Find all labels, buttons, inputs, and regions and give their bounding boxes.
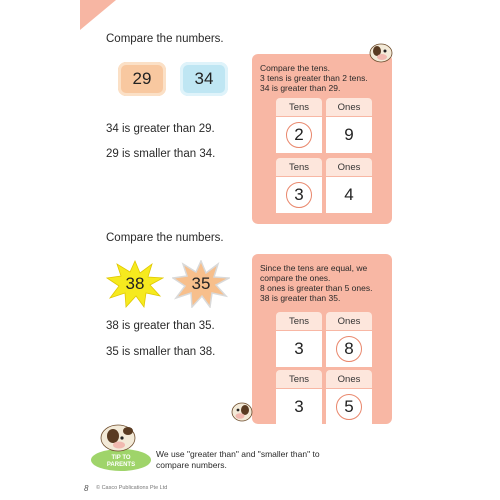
section1-sentence-greater: 34 is greater than 29. <box>106 123 215 135</box>
panel2-line-1: Since the tens are equal, we <box>260 263 368 273</box>
section2-sentence-greater: 38 is greater than 35. <box>106 320 215 332</box>
panel1-line-1: Compare the tens. <box>260 63 330 73</box>
panel1-line-2: 3 tens is greater than 2 tens. <box>260 73 368 83</box>
tens-header: Tens <box>276 312 322 330</box>
tip-line-2: compare numbers. <box>156 460 227 470</box>
tens-cell <box>276 117 322 153</box>
explanation-panel-1 <box>252 54 392 224</box>
section2-sentence-smaller: 35 is smaller than 38. <box>106 346 216 358</box>
explanation-panel-2 <box>252 254 392 424</box>
number-card-29: 29 <box>118 62 166 96</box>
ones-header: Ones <box>326 98 372 116</box>
tens-cell: 3 <box>276 389 322 425</box>
tens-cell <box>276 177 322 213</box>
cow-mascot-icon <box>230 400 254 424</box>
ones-header: Ones <box>326 312 372 330</box>
tip-to-parents-badge <box>88 420 154 474</box>
ones-cell <box>326 389 372 425</box>
section2-instruction: Compare the numbers. <box>106 232 224 244</box>
cow-mascot-icon <box>368 40 394 64</box>
page-corner-decoration <box>80 0 116 30</box>
number-card-34: 34 <box>180 62 228 96</box>
ones-header: Ones <box>326 370 372 388</box>
tens-header: Tens <box>276 98 322 116</box>
star-number: 38 <box>125 274 145 293</box>
highlight-circle: 3 <box>286 182 312 208</box>
page-number: 8 <box>84 484 89 493</box>
panel2-line-2: compare the ones. <box>260 273 331 283</box>
panel2-line-3: 8 ones is greater than 5 ones. <box>260 283 373 293</box>
place-value-table-29 <box>276 98 372 154</box>
highlight-circle: 8 <box>336 336 362 362</box>
tip-badge-line-2: PARENTS <box>106 462 136 468</box>
section1-instruction: Compare the numbers. <box>106 33 224 45</box>
ones-cell: 9 <box>326 117 372 153</box>
ones-header: Ones <box>326 158 372 176</box>
starburst-card-38 <box>106 260 164 308</box>
tip-badge-line-1: TIP TO <box>111 455 131 461</box>
ones-cell <box>326 331 372 367</box>
panel2-line-4: 38 is greater than 35. <box>260 293 341 303</box>
panel1-line-3: 34 is greater than 29. <box>260 83 341 93</box>
tip-line-1: We use "greater than" and "smaller than" to <box>156 449 320 459</box>
place-value-table-34 <box>276 158 372 214</box>
ones-cell: 4 <box>326 177 372 213</box>
copyright-notice: © Casco Publications Pte Ltd <box>96 485 168 491</box>
starburst-card-35 <box>172 260 230 308</box>
highlight-circle: 2 <box>286 122 312 148</box>
place-value-table-38 <box>276 312 372 368</box>
place-value-table-35 <box>276 370 372 426</box>
section1-sentence-smaller: 29 is smaller than 34. <box>106 148 216 160</box>
tens-cell: 3 <box>276 331 322 367</box>
star-number: 35 <box>191 274 211 293</box>
tens-header: Tens <box>276 158 322 176</box>
tens-header: Tens <box>276 370 322 388</box>
highlight-circle: 5 <box>336 394 362 420</box>
